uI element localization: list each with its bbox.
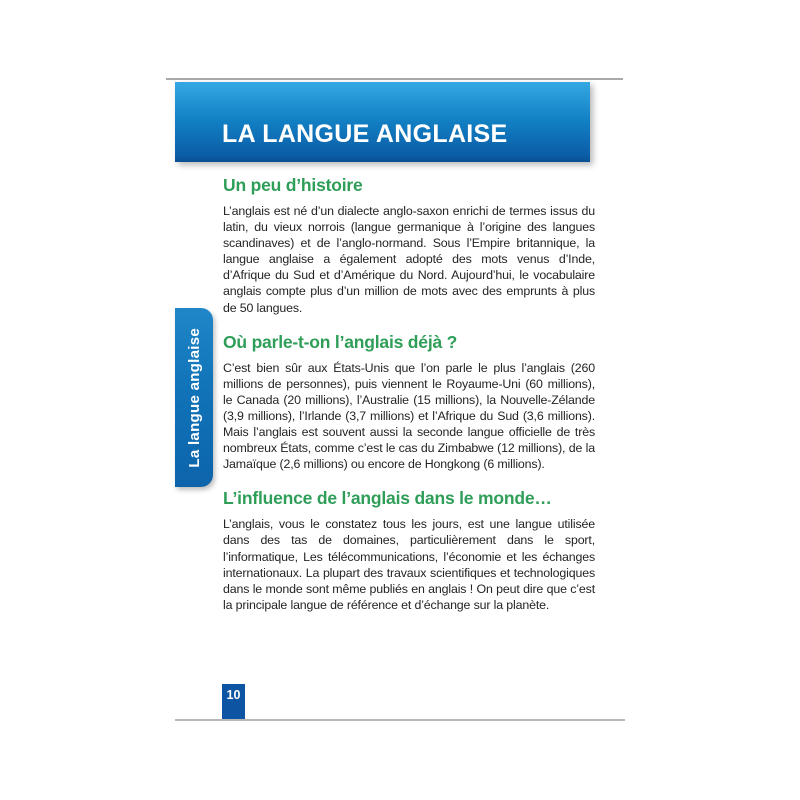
section-heading-influence: L’influence de l’anglais dans le monde… — [223, 488, 552, 509]
chapter-side-tab-label: La langue anglaise — [185, 327, 203, 468]
chapter-side-tab — [175, 308, 213, 487]
chapter-title: LA LANGUE ANGLAISE — [222, 120, 508, 148]
section-where-spoken — [223, 332, 595, 473]
section-body-history: L’anglais est né d’un dialecte anglo-saxon enrichi de termes issus du latin, du vieux norrois (langue germanique à l’origine des langues scandinaves) et de l’anglo-normand. Sous l’Empire britannique, la langue anglaise a également adopté des mots venus d’Inde, d’Afrique du Sud et d’Amérique du Nord. Aujourd’hui, le vocabulaire anglais compte plus d’un million de mots avec des emprunts à plus de 50 langues. — [223, 204, 595, 315]
page-number-box — [222, 684, 245, 720]
section-history — [223, 175, 595, 316]
page-number: 10 — [226, 688, 241, 702]
chapter-banner — [175, 82, 590, 162]
section-heading-history: Un peu d’histoire — [223, 175, 363, 195]
page-top-rule — [166, 78, 623, 80]
page-bottom-rule — [175, 719, 625, 721]
page-content — [223, 175, 595, 629]
section-influence — [223, 488, 595, 613]
section-heading-where-spoken: Où parle-t-on l’anglais déjà ? — [223, 331, 458, 352]
section-body-where-spoken: C’est bien sûr aux États-Unis que l’on parle le plus l’anglais (260 millions de personnes), puis viennent le Royaume-Uni (60 millions), le Canada (20 millions), l’Australie (15 millions), la Nouvelle-Zélande (3,9 millions), l’Irlande (3,7 millions) et l’Afrique du Sud (3,6 millions). Mais l’anglais est souvent aussi la seconde langue officielle de très nombreux États, comme c’est le cas du Zimbabwe (12 millions), de la Jamaïque (2,6 millions) ou encore de Hongkong (6 millions). — [223, 360, 595, 472]
section-body-influence: L’anglais, vous le constatez tous les jours, est une langue utilisée dans des tas de domaines, particulièrement dans le sport, l’informatique, Les télécommunications, l’économie et les échanges internationaux. La plupart des travaux scientifiques et technologiques dans le monde sont même publiés en anglais ! On peut dire que c’est la principale langue de référence et d’échange sur la planète. — [223, 517, 595, 612]
